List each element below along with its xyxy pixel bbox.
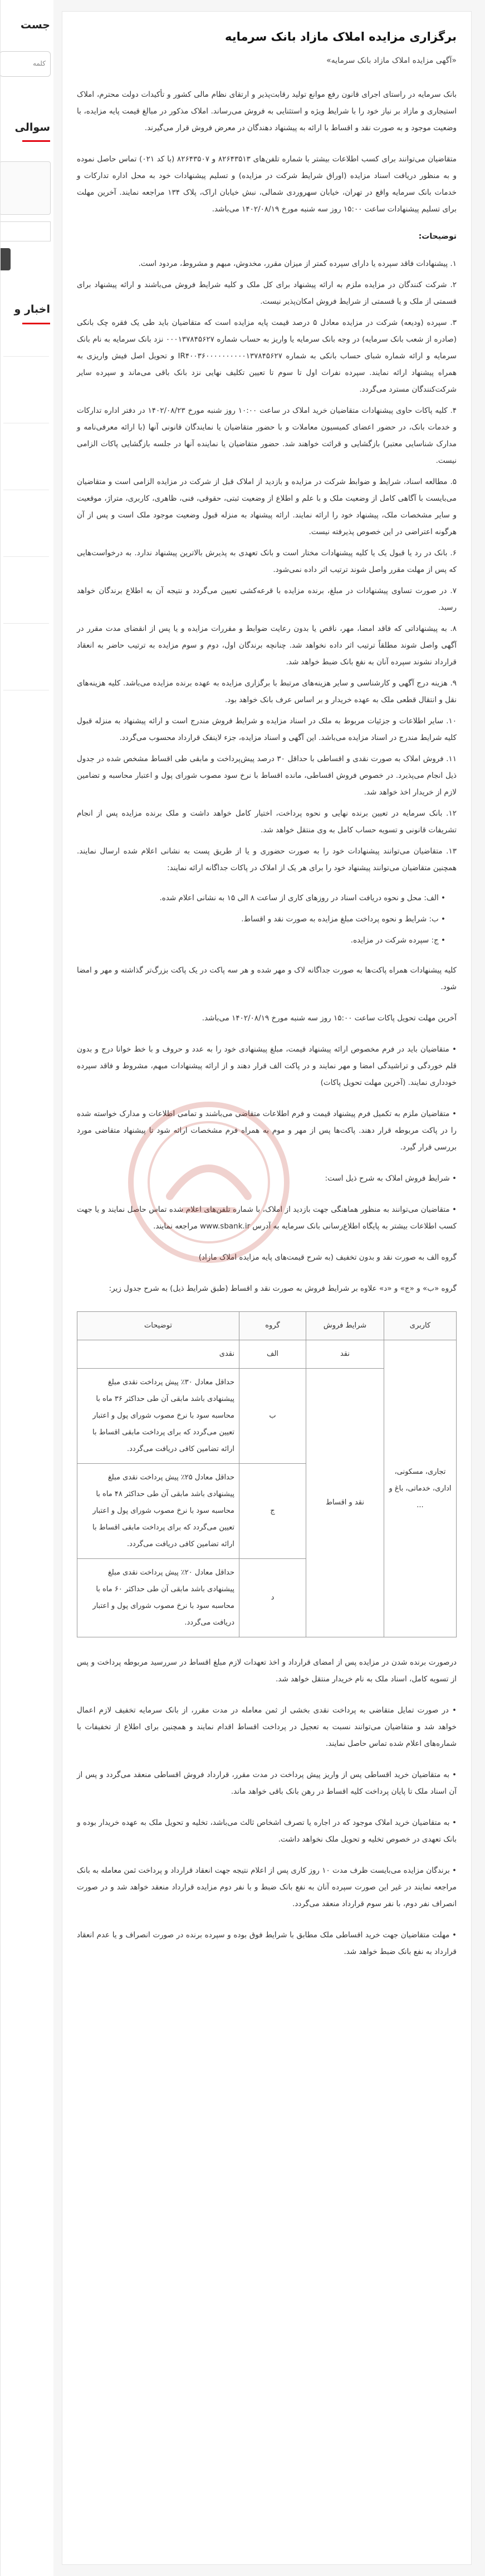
bid-form-paragraph: • متقاضیان باید در فرم مخصوص ارائه پیشنهاد قیمت، مبلغ پیشنهادی خود را به عدد و حروف و با خط خوانا درج و بدون قلم خوردگی و تراشیدگی امضا و مهر نمایند و در پاکت الف قرار دهند و از ارائه پیشنهادات مبهم، مشروط و فاقد سپرده خودداری نمایند. (آخرین مهلت تحویل پاکات) xyxy=(77,1045,457,1087)
sale-type-cell: نقد و اقساط xyxy=(306,1369,384,1637)
after-table-paragraph: • در صورت تمایل متقاضی به پرداخت نقدی بخشی از ثمن معامله در مدت مقرر، از بانک سرمایه تخفیف لازم اعمال خواهد شد و متقاضیان می‌توانند نسبت به تعجیل در پرداخت اقساط اقدام نمایند و همچنین برای اطلاع از تخفیفات با شماره‌های اعلام شده تماس حاصل نمایند. xyxy=(77,1706,457,1748)
notes-heading: توضیحات: xyxy=(418,232,457,241)
after-table-paragraph: • به متقاضیان خرید املاک موجود که در اجاره یا تصرف اشخاص ثالث می‌باشد، تخلیه و تحویل ملک به عهده خریدار بوده و بانک تعهدی در خصوص تخلیه و تحویل ملک نخواهد داشت. xyxy=(77,1818,457,1844)
note-item: ۹. هزینه درج آگهی و کارشناسی و سایر هزینه‌های مرتبط با برگزاری مزایده به عهده برنده مزایده می‌باشد. کلیه هزینه‌های نقل و انتقال قطعی ملک به عهده خریدار و بر اساس عرف بانک خواهد بود. xyxy=(77,679,457,704)
table-header: توضیحات xyxy=(77,1312,239,1340)
sidebar-search-input[interactable] xyxy=(0,51,51,77)
sidebar-news-title: اخبار و xyxy=(14,303,50,315)
note-item: ۱۰. سایر اطلاعات و جزئیات مربوط به ملک در اسناد مزایده و شرایط فروش مندرج است و ارائه پیشنهاد به منزله قبول کلیه شرایط مندرج در اسناد مزایده می‌باشد. این آگهی و اسناد مزایده، جزء لاینفک قرارداد محسوب می‌گردد. xyxy=(77,717,457,742)
description-cell: نقدی xyxy=(77,1340,239,1369)
description-cell: حداقل معادل ۲۵٪ پیش پرداخت نقدی مبلغ پیشنهادی باشد مابقی آن طی حداکثر ۴۸ ماه با محاسبه سود با نرخ مصوب شورای پول و اعتبار تعیین می‌گردد که برای پرداخت مابقی اقساط با ارائه تضامین کافی دریافت می‌گردد. xyxy=(77,1464,239,1559)
article-subtitle: «آگهی مزایده املاک مازاد بانک سرمایه» xyxy=(326,56,457,65)
group-cell: د xyxy=(239,1559,306,1637)
table-header: شرایط فروش xyxy=(306,1312,384,1340)
article xyxy=(62,11,472,2565)
sidebar-search-placeholder: کلمه xyxy=(32,60,46,67)
usage-cell: تجاری، مسکونی، اداری، خدماتی، باغ و ... xyxy=(384,1340,457,1637)
sidebar-question-card xyxy=(0,161,51,215)
applicant-form-paragraph: • متقاضیان ملزم به تکمیل فرم پیشنهاد قیمت و فرم اطلاعات متقاضی می‌باشند و تمامی اطلاعات و مدارک خواسته شده را در پاکت مربوطه قرار دهند. پاکت‌ها پس از مهر و موم به همراه فرم مشخصات ارائه شود تا پیشنهاد متقاضی مورد بررسی قرار گیرد. xyxy=(77,1109,457,1152)
note-item: ۸. به پیشنهاداتی که فاقد امضا، مهر، ناقص یا بدون رعایت ضوابط و مقررات مزایده و یا پس از انقضای مدت مقرر در آگهی واصل شوند مطلقاً ترتیب اثر داده نخواهد شد. چنانچه برندگان اول، دوم و سوم مزایده به ترتیب حاضر به انعقاد قرارداد نشوند سپرده آنان به نفع بانک ضبط خواهد شد. xyxy=(77,624,457,667)
note-item: ۲. شرکت کنندگان در مزایده ملزم به ارائه پیشنهاد برای کل ملک و کلیه شرایط فروش می‌باشند و ارائه پیشنهاد برای قسمتی از ملک و یا قسمتی از شرایط فروش امکان‌پذیر نیست. xyxy=(77,280,457,306)
sidebar-news-divider xyxy=(3,556,49,557)
sale-type-cell: نقد xyxy=(306,1340,384,1369)
article-contact-paragraph: متقاضیان می‌توانند برای کسب اطلاعات بیشتر با شماره تلفن‌های ۸۲۶۴۳۵۱۳ و ۸۲۶۴۳۵۰۷ (با کد ۰۲۱) تماس حاصل نموده و به منظور دریافت اسناد مزایده (اوراق شرایط شرکت در مزایده) و تسلیم پیشنهادات خود به محل اداره تدارکات و خدمات بانک سرمایه واقع در تهران، خیابان سهروردی شمالی، نبش خیابان اراک، پلاک ۱۳۴ مراجعه نمایند. آخرین مهلت برای تسلیم پیشنهادات ساعت ۱۵:۰۰ روز سه شنبه مورخ ۱۴۰۲/۰۸/۱۹ می‌باشد. xyxy=(77,155,457,214)
sale-terms-paragraph: • شرایط فروش املاک به شرح ذیل است: xyxy=(325,1174,457,1183)
sidebar xyxy=(0,0,53,2576)
table-header: گروه xyxy=(239,1312,306,1340)
note-item: ۶. بانک در رد یا قبول یک یا کلیه پیشنهادات مختار است و بانک تعهدی به پذیرش بالاترین پیشنهاد ندارد. به درخواست‌هایی که پس از مهلت مقرر واصل شوند ترتیب اثر داده نمی‌شود. xyxy=(77,549,457,574)
group-a-paragraph: گروه الف به صورت نقد و بدون تخفیف (به شرح قیمت‌های پایه مزایده املاک مازاد) xyxy=(198,1253,457,1262)
after-table-paragraph: • مهلت متقاضیان جهت خرید اقساطی ملک مطابق با شرایط فوق بوده و سپرده برنده در صورت انصراف و یا عدم انعقاد قرارداد به نفع بانک ضبط خواهد شد. xyxy=(77,1931,457,1956)
note-item: ۵. مطالعه اسناد، شرایط و ضوابط شرکت در مزایده و بازدید از املاک قبل از شرکت در مزایده الزامی است و متقاضیان می‌بایست با آگاهی کامل از وضعیت ملک و با علم و اطلاع از وضعیت ثبتی، حقوقی، فنی، ظاهری، کاربری، متراژ، موقعیت و سایر مشخصات ملک، پیشنهاد خود را ارائه نمایند. ارائه پیشنهاد به منزله قبول وضعیت موجود ملک است و پس از آن هرگونه اعتراضی در این خصوص پذیرفته نیست. xyxy=(77,477,457,536)
description-cell: حداقل معادل ۳۰٪ پیش پرداخت نقدی مبلغ پیشنهادی باشد مابقی آن طی حداکثر ۳۶ ماه با محاسبه سود با نرخ مصوب شورای پول و اعتبار تعیین می‌گردد که برای پرداخت مابقی اقساط با ارائه تضامین کافی دریافت می‌گردد. xyxy=(77,1369,239,1464)
sub-item: • ب: شرایط و نحوه پرداخت مبلغ مزایده به صورت نقد و اقساط. xyxy=(241,915,445,924)
sub-item: • الف: محل و نحوه دریافت اسناد در روزهای کاری از ساعت ۸ الی ۱۵ به نشانی اعلام شده. xyxy=(159,894,445,902)
after-table-paragraph: درصورت برنده شدن در مزایده پس از امضای قرارداد و اخذ تعهدات لازم مبلغ اقساط در سررسید مربوطه پرداخت و پس از تسویه کامل، اسناد ملک به نام خریدار منتقل خواهد شد. xyxy=(77,1658,457,1684)
group-cell: الف xyxy=(239,1340,306,1369)
description-cell: حداقل معادل ۲۰٪ پیش پرداخت نقدی مبلغ پیشنهادی باشد مابقی آن طی حداکثر ۶۰ ماه با محاسبه سود با نرخ مصوب شورای پول و اعتبار دریافت می‌گردد. xyxy=(77,1559,239,1637)
sidebar-search-title: جست xyxy=(20,19,50,31)
after-table-paragraph: • برندگان مزایده می‌بایست ظرف مدت ۱۰ روز کاری پس از اعلام نتیجه جهت انعقاد قرارداد و پرداخت ثمن معامله به بانک مراجعه نمایند در غیر این صورت سپرده آنان به نفع بانک ضبط و با نفر دوم مزایده قرارداد منعقد خواهد شد و در صورت انصراف نفر دوم، با نفر سوم قرارداد منعقد می‌گردد. xyxy=(77,1866,457,1908)
table-header: کاربری xyxy=(384,1312,457,1340)
sale-terms-table xyxy=(77,1311,457,1637)
after-table-paragraph: • به متقاضیان خرید اقساطی پس از واریز پیش پرداخت در مدت مقرر، قرارداد فروش اقساطی منعقد می‌گردد و پس از آن اسناد ملک تا پایان پرداخت کلیه اقساط در رهن بانک باقی خواهد ماند. xyxy=(77,1770,457,1796)
table-row xyxy=(77,1340,457,1369)
sidebar-news-divider xyxy=(3,356,49,357)
note-item: ۱۱. فروش املاک به صورت نقدی و اقساطی با حداقل ۳۰ درصد پیش‌پرداخت و مابقی طی اقساط مشخص شده در جدول ذیل انجام می‌پذیرد. در خصوص فروش اقساطی، مانده اقساط با نرخ سود مصوب شورای پول و اعتبار محاسبه و تضامین لازم از خریدار اخذ خواهد شد. xyxy=(77,754,457,797)
article-intro: بانک سرمایه در راستای اجرای قانون رفع موانع تولید رقابت‌پذیر و ارتقای نظام مالی کشور و تأکیدات دولت محترم، املاک استیجاری و مازاد بر نیاز خود را با شرایط ویژه و استثنایی به فروش می‌رساند. املاک مذکور در مبالغ قیمت پایه مزایده، با وضعیت موجود و به صورت نقد و اقساط با ارائه به پیشنهاد دهندگان در معرض فروش قرار می‌گیرند. xyxy=(77,90,457,132)
sub-item: • ج: سپرده شرکت در مزایده. xyxy=(350,936,445,945)
article-title: برگزاری مزایده املاک مازاد بانک سرمایه xyxy=(225,30,457,43)
note-item: ۳. سپرده (ودیعه) شرکت در مزایده معادل ۵ درصد قیمت پایه مزایده است که متقاضیان باید طی یک فقره چک بانکی (صادره از شعب بانک سرمایه) در وجه بانک سرمایه یا واریز به حساب شماره ۰۰۰۱۳۷۸۴۵۶۲۷ نزد بانک سرمایه به نام بانک سرمایه و ارائه شماره شبای حساب بانکی به شماره IR۴۰۰۳۶۰۰۰۰۰۰۰۰۰۰۱۳۷۸۴۵۶۲۷ و تحویل اصل فیش واریزی به همراه پیشنهاد ارائه نمایند. سپرده نفرات اول تا سوم تا تعیین تکلیف نهایی نزد بانک باقی می‌ماند و سپرده سایر شرکت‌کنندگان مسترد می‌گردد. xyxy=(77,318,457,394)
deadline-paragraph: آخرین مهلت تحویل پاکات ساعت ۱۵:۰۰ روز سه شنبه مورخ ۱۴۰۲/۰۸/۱۹ می‌باشد. xyxy=(202,1014,457,1023)
note-item: ۱۳. متقاضیان می‌توانند پیشنهادات خود را به صورت حضوری و یا از طریق پست به نشانی اعلام شده ارسال نمایند. همچنین متقاضیان می‌توانند پیشنهاد خود را برای هر یک از املاک در پاکات جداگانه ارائه نمایند: xyxy=(77,847,457,872)
sidebar-news-divider xyxy=(3,623,49,624)
group-cell: ج xyxy=(239,1464,306,1559)
visit-paragraph: • متقاضیان می‌توانند به منظور هماهنگی جهت بازدید از املاک، با شماره تلفن‌های اعلام شده تماس حاصل نمایند و یا جهت کسب اطلاعات بیشتر به پایگاه اطلاع‌رسانی بانک سرمایه به آدرس www.sbank.ir مراجعه نمایند. xyxy=(77,1205,457,1231)
groups-paragraph: گروه «ب» و «ج» و «د» علاوه بر شرایط فروش به صورت نقد و اقساط (طبق شرایط ذیل) به شرح جدول زیر: xyxy=(109,1284,457,1293)
sidebar-news-underline xyxy=(22,323,50,324)
note-item: ۱. پیشنهادات فاقد سپرده یا دارای سپرده کمتر از میزان مقرر، مخدوش، مبهم و مشروط، مردود است. xyxy=(138,259,457,268)
note-item: ۷. در صورت تساوی پیشنهادات در مبلغ، برنده مزایده با قرعه‌کشی تعیین می‌گردد و نتیجه آن به اطلاع برندگان خواهد رسید. xyxy=(77,586,457,612)
note-item: ۱۲. بانک سرمایه در تعیین برنده نهایی و نحوه پرداخت، اختیار کامل خواهد داشت و ملک برنده مزایده پس از انجام تشریفات قانونی و تسویه حساب کامل به وی منتقل خواهد شد. xyxy=(77,809,457,835)
sidebar-question-input[interactable] xyxy=(0,221,51,241)
sidebar-question-submit-button[interactable] xyxy=(0,248,11,270)
sidebar-questions-underline xyxy=(22,140,50,142)
sidebar-questions-title: سوالی xyxy=(14,121,50,134)
note-item: ۴. کلیه پاکات حاوی پیشنهادات متقاضیان خرید املاک در ساعت ۱۰:۰۰ روز شنبه مورخ ۱۴۰۲/۰۸/۲۳ در دفتر اداره تدارکات و خدمات بانک، در حضور اعضای کمیسیون معاملات و با حضور متقاضیان یا نمایندگان قانونی آنها (با ارائه معرفی‌نامه و مدارک شناسایی معتبر) بازگشایی و قرائت خواهند شد. حضور متقاضیان یا نماینده آنها در جلسه بازگشایی پاکات الزامی نیست. xyxy=(77,406,457,465)
group-cell: ب xyxy=(239,1369,306,1464)
envelope-paragraph: کلیه پیشنهادات همراه پاکت‌ها به صورت جداگانه لاک و مهر شده و هر سه پاکت در یک پاکت بزرگ‌تر گذاشته و مهر و امضا شود. xyxy=(77,966,457,991)
